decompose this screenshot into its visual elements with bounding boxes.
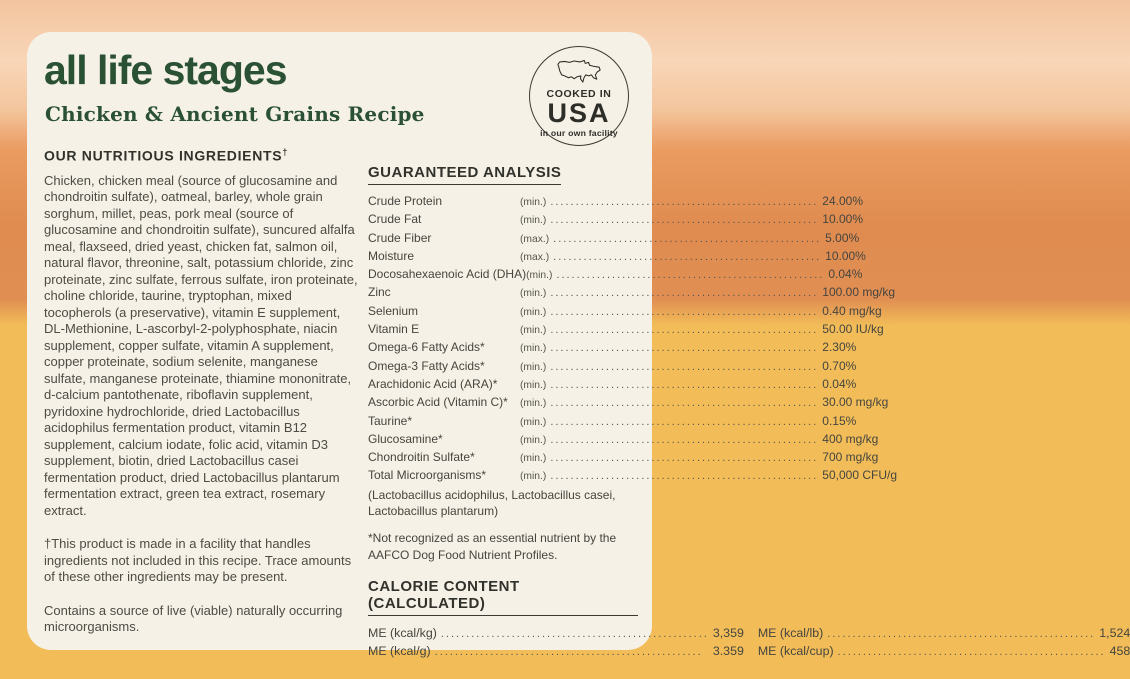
dot-leader — [550, 304, 818, 320]
ga-nutrient-name: Ascorbic Acid (Vitamin C)* — [368, 395, 508, 410]
ga-row — [368, 394, 889, 412]
calorie-value: 1,524 — [1099, 625, 1130, 640]
badge-usa-text: USA — [547, 98, 611, 128]
microorganisms-note: Contains a source of live (viable) naturally occurring microorganisms. — [44, 602, 343, 635]
ga-row — [368, 266, 863, 284]
calorie-content-heading: CALORIE CONTENT (CALCULATED) — [368, 578, 638, 616]
ga-nutrient-name: Arachidonic Acid (ARA)* — [368, 376, 498, 391]
dot-leader — [550, 212, 818, 228]
ga-value: 0.04% — [828, 267, 863, 282]
ga-row — [368, 449, 879, 467]
product-subtitle: Chicken & Ancient Grains Recipe — [45, 102, 425, 126]
ga-value: 30.00 mg/kg — [822, 395, 889, 410]
ga-value: 10.00% — [822, 212, 863, 227]
calorie-value: 458 — [1109, 644, 1130, 659]
dot-leader — [556, 267, 824, 283]
ingredients-section — [44, 147, 358, 636]
ga-constraint: (min.) — [520, 471, 547, 483]
ga-nutrient-name: Crude Fiber — [368, 230, 432, 245]
ga-nutrient-name: Crude Fat — [368, 212, 422, 227]
ga-constraint: (min.) — [520, 398, 547, 410]
ingredients-heading — [44, 147, 358, 164]
ga-value: 50.00 IU/kg — [822, 322, 884, 337]
ga-value: 5.00% — [825, 230, 860, 245]
calorie-table — [368, 625, 1130, 662]
ga-row — [368, 193, 863, 211]
ga-value: 400 mg/kg — [822, 431, 879, 446]
calorie-value: 3,359 — [712, 625, 744, 640]
ga-constraint: (min.) — [520, 416, 547, 428]
ga-constraint: (min.) — [520, 325, 547, 337]
dot-leader — [435, 644, 709, 662]
label-card — [27, 32, 1130, 659]
ga-row — [368, 248, 866, 266]
badge-cooked-in-text: COOKED IN — [546, 88, 612, 100]
ga-nutrient-name: Moisture — [368, 248, 415, 263]
dot-leader — [827, 626, 1095, 644]
ga-constraint: (min.) — [520, 215, 547, 227]
dot-leader — [550, 285, 818, 301]
ga-value: 100.00 mg/kg — [822, 285, 896, 300]
dot-leader — [550, 450, 818, 466]
ga-constraint: (min.) — [520, 288, 547, 300]
ga-row — [368, 339, 857, 357]
ga-value: 0.15% — [822, 413, 857, 428]
calorie-row — [368, 625, 744, 644]
facility-note: †This product is made in a facility that handles ingredients not included in this recipe. Trace amounts of these other ingredients may be present. — [44, 536, 352, 585]
ga-nutrient-name: Taurine* — [368, 413, 413, 428]
ga-nutrient-name: Vitamin E — [368, 322, 420, 337]
badge-facility-text: in our own facility — [540, 127, 618, 138]
calorie-label: ME (kcal/cup) — [757, 644, 834, 659]
product-title: all life stages — [44, 47, 287, 93]
calorie-label: ME (kcal/kg) — [368, 625, 437, 640]
ga-value: 24.00% — [822, 194, 863, 208]
cooked-in-usa-badge — [529, 46, 629, 146]
calorie-label: ME (kcal/g) — [368, 644, 431, 659]
guaranteed-analysis-table — [368, 193, 898, 486]
dot-leader — [550, 322, 818, 338]
ga-constraint: (min.) — [526, 270, 553, 282]
ga-row — [368, 211, 863, 229]
ga-nutrient-name: Glucosamine* — [368, 431, 443, 446]
dot-leader — [550, 468, 818, 484]
calorie-label: ME (kcal/lb) — [757, 625, 824, 640]
dot-leader — [553, 249, 821, 265]
ga-value: 700 mg/kg — [822, 450, 879, 465]
ga-nutrient-name: Chondroitin Sulfate* — [368, 450, 475, 465]
dot-leader — [838, 644, 1106, 662]
ga-constraint: (min.) — [520, 453, 547, 465]
ga-constraint: (max.) — [520, 251, 550, 263]
ga-row — [368, 303, 882, 321]
dot-leader — [550, 432, 818, 448]
calorie-value: 3.359 — [712, 644, 744, 659]
calorie-row — [758, 643, 1130, 662]
dagger-mark: † — [282, 147, 289, 157]
ga-value: 10.00% — [825, 248, 866, 263]
ga-nutrient-name: Crude Protein — [368, 194, 443, 208]
ga-constraint: (min.) — [520, 379, 547, 391]
ga-constraint: (min.) — [520, 361, 547, 373]
dot-leader — [550, 340, 818, 356]
ga-parenthetical: (Lactobacillus acidophilus, Lactobacillus casei, Lactobacillus plantarum) — [368, 487, 616, 519]
ga-row — [368, 358, 857, 376]
ga-row — [368, 467, 898, 485]
ga-value: 0.40 mg/kg — [822, 303, 882, 318]
calorie-section — [368, 578, 638, 616]
ingredients-text: Chicken, chicken meal (source of glucosamine and chondroitin sulfate), oatmeal, barley, whole grain sorghum, millet, peas, pork meal (source of glucosamine and chondroitin sulfate), suncured alfalfa meal, flaxseed, dried yeast, chicken fat, salmon oil, natural flavor, threonine, salt, potassium chloride, zinc proteinate, zinc sulfate, ferrous sulfate, iron proteinate, choline chloride, taurine, tryptophan, mixed tocopherols (a preservative), vitamin E supplement, DL-Methionine, L-ascorbyl-2-polyphosphate, niacin supplement, copper sulfate, vitamin A supplement, copper proteinate, sodium selenite, manganese sulfate, manganese proteinate, thiamine mononitrate, d-calcium pantothenate, riboflavin supplement, pyridoxine hydrochloride, dried Lactobacillus acidophilus fermentation product, vitamin B12 supplement, calcium iodate, folic acid, vitamin D3 supplement, biotin, dried Lactobacillus casei fermentation product, dried Lactobacillus plantarum fermentation extract, green tea extract, rosemary extract. — [44, 172, 358, 518]
dot-leader — [550, 414, 818, 430]
calorie-row — [758, 625, 1130, 644]
ingredients-heading-text: OUR NUTRITIOUS INGREDIENTS — [44, 147, 283, 164]
dot-leader — [550, 359, 818, 375]
ga-value: 2.30% — [822, 340, 857, 355]
ga-nutrient-name: Omega-6 Fatty Acids* — [368, 340, 485, 355]
guaranteed-analysis-section — [368, 164, 1130, 662]
ga-constraint: (min.) — [520, 434, 547, 446]
ga-nutrient-name: Omega-3 Fatty Acids* — [368, 358, 485, 373]
ga-row — [368, 376, 857, 394]
calorie-left-column — [368, 625, 744, 662]
dot-leader — [550, 194, 818, 210]
dot-leader — [441, 626, 709, 644]
dot-leader — [550, 395, 818, 411]
ga-nutrient-name: Docosahexaenoic Acid (DHA) — [368, 267, 527, 282]
usa-map-icon — [530, 57, 628, 87]
ga-constraint: (min.) — [520, 343, 547, 355]
ga-value: 0.04% — [822, 376, 857, 391]
ga-constraint: (min.) — [520, 306, 547, 318]
ga-row — [368, 321, 884, 339]
dot-leader — [550, 377, 818, 393]
calorie-right-column — [758, 625, 1130, 662]
ga-nutrient-name: Total Microorganisms* — [368, 468, 487, 483]
ga-row — [368, 413, 857, 431]
ga-value: 50,000 CFU/g — [822, 468, 898, 483]
ga-row — [368, 431, 879, 449]
guaranteed-analysis-heading: GUARANTEED ANALYSIS — [368, 164, 561, 185]
ga-row — [368, 230, 860, 248]
ga-footnote: *Not recognized as an essential nutrient by the AAFCO Dog Food Nutrient Profiles. — [368, 531, 617, 562]
ga-constraint: (min.) — [520, 197, 547, 208]
ga-row — [368, 284, 896, 302]
ga-nutrient-name: Selenium — [368, 303, 419, 318]
ga-value: 0.70% — [822, 358, 857, 373]
calorie-row — [368, 643, 744, 662]
ga-nutrient-name: Zinc — [368, 285, 391, 300]
ga-constraint: (max.) — [520, 233, 550, 245]
dot-leader — [553, 231, 821, 247]
